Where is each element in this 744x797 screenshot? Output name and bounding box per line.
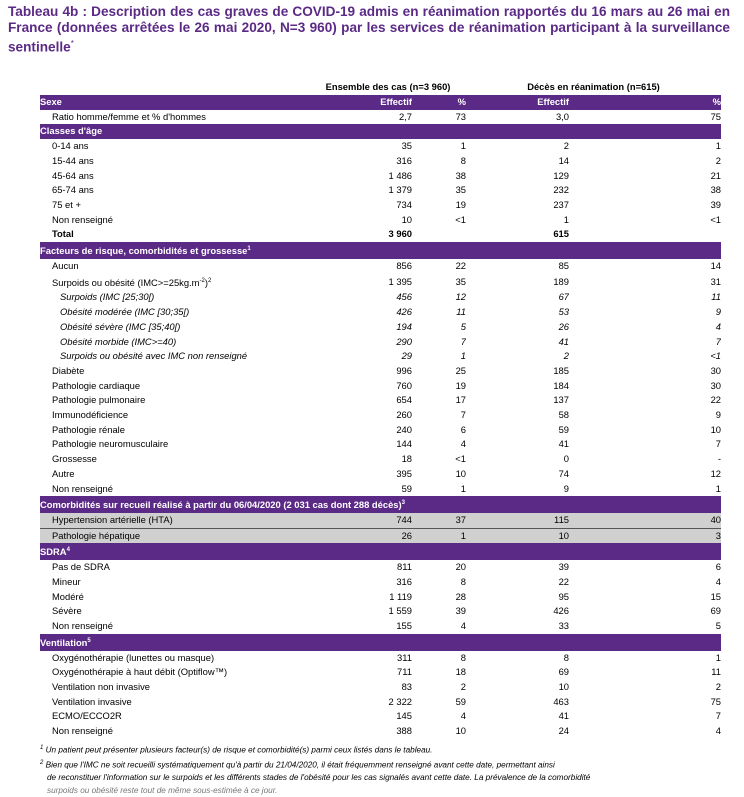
group-header-deaths: Décès en réanimation (n=615) <box>527 81 660 92</box>
cell-p1: 12 <box>455 291 466 303</box>
table-row <box>40 482 721 497</box>
cell-p2: 2 <box>715 681 722 693</box>
row-label: Hypertension artérielle (HTA) <box>40 513 310 528</box>
cell-p1: 4 <box>460 620 466 632</box>
table-row <box>40 408 721 423</box>
table-row <box>40 139 721 154</box>
cell-n2: 53 <box>558 306 569 318</box>
cell-n2: 2 <box>563 140 569 152</box>
row-label: Ventilation invasive <box>52 695 132 707</box>
cell-p1: 4 <box>460 710 466 722</box>
cell-n2: 41 <box>558 335 569 347</box>
table-row <box>40 651 721 666</box>
row-label: Surpoids ou obésité avec IMC non renseigné <box>60 350 248 362</box>
cell-n1: 35 <box>401 140 412 152</box>
cell-p2: 1 <box>715 482 722 494</box>
cell-p2: 75 <box>710 695 722 707</box>
cell-n2: 1 <box>563 213 569 225</box>
table-body <box>40 79 721 739</box>
table-row <box>40 154 721 169</box>
table-row <box>40 452 721 467</box>
table-row <box>40 709 721 724</box>
cell-n2: 24 <box>558 725 569 737</box>
table-row <box>40 259 721 274</box>
cell-p1: 4 <box>460 438 466 450</box>
row-label: Mineur <box>52 576 81 587</box>
row-label: Diabète <box>52 364 85 376</box>
table-row <box>40 183 721 198</box>
cell-n1: 1 486 <box>388 169 412 181</box>
table-row <box>40 695 721 710</box>
table-row <box>40 423 721 438</box>
cell-p2: - <box>717 453 722 465</box>
cell-n1: 18 <box>401 453 412 465</box>
row-label: Total <box>52 228 74 240</box>
cell-n1: 2 322 <box>388 695 412 707</box>
cell-n2: 2 <box>563 350 569 362</box>
table-row <box>40 619 721 634</box>
cell-p1: 8 <box>460 576 466 587</box>
cell-p2: 75 <box>710 110 722 122</box>
cell-p1: 59 <box>455 695 466 707</box>
cell-p1: 7 <box>460 335 466 347</box>
cell-p2: 5 <box>715 620 722 632</box>
cell-n1: 1 395 <box>388 275 412 287</box>
cell-n2: 69 <box>558 666 569 678</box>
row-label: Non renseigné <box>52 620 113 632</box>
cell-p1: 19 <box>455 198 466 210</box>
cell-p2: 1 <box>715 651 722 663</box>
cell-n2: 10 <box>466 528 569 543</box>
cell-n2: 41 <box>558 710 569 722</box>
row-label: Surpoids ou obésité $(IMC>=25kg.m^{-2})^2$ <box>52 276 212 288</box>
table-row <box>40 513 721 528</box>
table-row <box>40 528 721 543</box>
row-label: Grossesse <box>52 453 97 465</box>
cell-p2: 4 <box>715 725 722 737</box>
row-label: Pathologie cardiaque <box>52 379 141 391</box>
cell-n2: 129 <box>553 169 569 181</box>
cell-n1: 83 <box>401 681 412 693</box>
cell-p1: 25 <box>455 364 466 376</box>
cell-n1: 144 <box>396 438 412 450</box>
cell-n1: 145 <box>396 710 412 722</box>
row-label: Oxygénothérapie à haut débit (Optiflow™) <box>52 666 228 678</box>
footnote-1: $^1$ Un patient peut présenter plusieurs facteur(s) de risque et comorbidité(s) parmi ceux listés dans le tableau. <box>40 745 433 755</box>
cell-p1: 8 <box>460 154 466 166</box>
cell-n1: 811 <box>397 561 412 573</box>
cell-p2: 1 <box>715 140 722 152</box>
cell-p1: 39 <box>455 605 466 617</box>
cell-n1: 711 <box>397 666 412 678</box>
cell-n1: 388 <box>396 725 412 737</box>
table-row <box>40 320 721 335</box>
cell-n2: 8 <box>563 651 569 663</box>
cell-p2: 11 <box>711 291 722 303</box>
table-row <box>40 290 721 305</box>
table-row <box>40 198 721 213</box>
cell-p1: 5 <box>460 320 466 332</box>
cell-p1: <1 <box>455 213 466 225</box>
cell-p1: 11 <box>456 306 466 318</box>
group-header-all: Ensemble des cas (n=3 960) <box>325 81 451 92</box>
cell-p2: 7 <box>715 438 722 450</box>
cell-n2: 3,0 <box>555 110 569 122</box>
cell-n2: 184 <box>553 379 569 391</box>
cell-n2: 22 <box>558 576 569 587</box>
cell-p2: <1 <box>710 213 722 225</box>
cell-p1: 35 <box>455 275 466 287</box>
footnotes <box>40 742 730 797</box>
cell-p1: <1 <box>455 453 466 465</box>
cell-n2: 14 <box>558 154 569 166</box>
row-label: Pathologie pulmonaire <box>52 394 146 406</box>
cell-p1: 2 <box>460 681 466 693</box>
cell-p1: 10 <box>455 725 466 737</box>
row-label: 15-44 ans <box>52 154 94 166</box>
cell-p1: 18 <box>455 666 466 678</box>
title-marker: * <box>70 39 74 48</box>
cell-p2: 6 <box>715 561 722 573</box>
section-title: Ventilation$^5$ <box>40 634 721 651</box>
cell-p2: 7 <box>715 710 722 722</box>
cell-p1: 17 <box>455 394 466 406</box>
cell-n2: 426 <box>553 605 569 617</box>
cell-n2: 95 <box>558 590 569 602</box>
data-table <box>40 79 721 739</box>
cell-n1: 260 <box>396 409 412 421</box>
cell-p1: 1 <box>412 528 466 543</box>
cell-p2: 7 <box>715 335 722 347</box>
cell-n2: 237 <box>553 198 569 210</box>
cell-n1: 856 <box>396 259 412 271</box>
cell-n1: 29 <box>401 350 412 362</box>
cell-p2: <1 <box>710 350 722 362</box>
footnote-2: $^2$ Bien que l'IMC ne soit recueilli systématiquement qu'à partir du 21/04/2020, il était fréquemment renseigné avant cette date, permettant ainsi <box>40 760 555 770</box>
cell-n1: 456 <box>396 291 412 303</box>
cell-n2: 137 <box>553 394 569 406</box>
cell-n2: 58 <box>558 409 569 421</box>
cell-p1: 37 <box>412 513 466 528</box>
cell-n1: 316 <box>396 576 412 587</box>
table-row <box>40 575 721 590</box>
cell-p2: 9 <box>715 409 722 421</box>
cell-p2: 10 <box>710 423 722 435</box>
table-row <box>40 274 721 291</box>
cell-p1: 22 <box>455 259 466 271</box>
total-row <box>40 227 721 242</box>
row-label: Obésité sévère (IMC [35;40[) <box>60 320 181 332</box>
row-label: 75 et + <box>52 198 81 210</box>
row-label: ECMO/ECCO2R <box>52 710 122 722</box>
row-label: Oxygénothérapie (lunettes ou masque) <box>52 651 215 663</box>
cell-n2: 74 <box>558 467 569 479</box>
cell-p2: 21 <box>710 169 722 181</box>
title-text: Tableau 4b : Description des cas graves de COVID-19 admis en réanimation rapportés du 16 mars au 26 mai en France (données arrêtées le 26 mai 2020, N=3 960) par les services de réanimation participant à la surveillance sentinelle <box>8 4 730 55</box>
cell-n1: 10 <box>401 213 412 225</box>
cell-n1: 1 379 <box>388 184 412 196</box>
cell-n1: 760 <box>396 379 412 391</box>
section-comorb-header <box>40 496 721 513</box>
cell-n1: 316 <box>396 154 412 166</box>
cell-p2: 2 <box>715 154 722 166</box>
col-header-effectif: Effectif <box>466 95 569 110</box>
cell-n1: 290 <box>396 335 412 347</box>
cell-n1: 1 559 <box>388 605 412 617</box>
row-label: Pathologie rénale <box>52 423 125 435</box>
row-label: Non renseigné <box>52 482 113 494</box>
section-title: SDRA$^4$ <box>40 543 721 560</box>
cell-n1: 240 <box>396 423 412 435</box>
cell-n2: 26 <box>558 320 569 332</box>
table-row <box>40 590 721 605</box>
section-ventilation-header <box>40 634 721 651</box>
cell-p2: 4 <box>715 320 722 332</box>
table-row <box>40 213 721 228</box>
table-row <box>40 169 721 184</box>
table-row <box>40 604 721 619</box>
col-header-pct: % <box>412 95 466 110</box>
cell-n1: 996 <box>396 364 412 376</box>
row-label: Aucun <box>52 259 79 271</box>
cell-n2: 10 <box>558 681 569 693</box>
cell-p1: 73 <box>455 110 466 122</box>
row-label: Sévère <box>52 605 82 617</box>
footnote-2-end: surpoids ou obésité reste tout de même sous-estimée à ce jour. <box>47 785 278 795</box>
cell-n1: 395 <box>396 467 412 479</box>
row-label: 65-74 ans <box>52 184 94 196</box>
col-header-effectif: Effectif <box>310 95 412 110</box>
row-label: Autre <box>52 467 75 479</box>
cell-n1: 1 119 <box>389 590 412 602</box>
cell-p2: 12 <box>710 467 722 479</box>
section-sdra-header <box>40 543 721 560</box>
cell-n2: 9 <box>563 482 569 494</box>
table-row <box>40 379 721 394</box>
cell-n1: 155 <box>396 620 412 632</box>
cell-n1: 654 <box>396 394 412 406</box>
row-label: Non renseigné <box>52 213 113 225</box>
cell-p1: 1 <box>460 140 466 152</box>
cell-p1: 38 <box>455 169 466 181</box>
cell-p1: 19 <box>455 379 466 391</box>
footnote-2-cont: de reconstituer l'information sur le surpoids et les différents stades de l'obésité pour les cas signalés avant cette date. La prévalence de la comorbidité <box>47 773 591 783</box>
section-title: Sexe <box>40 95 310 110</box>
table-row <box>40 724 721 739</box>
cell-p2: 4 <box>715 576 722 587</box>
row-label: Ratio homme/femme et % d'hommes <box>52 110 206 122</box>
cell-n2: 33 <box>558 620 569 632</box>
cell-p1: 6 <box>460 423 466 435</box>
cell-p2: 14 <box>710 259 722 271</box>
row-label: Pathologie neuromusculaire <box>52 438 169 450</box>
cell-n1: 2,7 <box>398 110 412 122</box>
row-label: Non renseigné <box>52 725 113 737</box>
cell-n1: 3 960 <box>388 228 412 240</box>
cell-n1: 311 <box>397 651 412 663</box>
cell-p2: 30 <box>710 364 722 376</box>
cell-p2: 15 <box>710 590 722 602</box>
section-age-header <box>40 124 721 139</box>
cell-p1: 7 <box>460 409 466 421</box>
cell-p1: 20 <box>455 561 466 573</box>
row-label: Pas de SDRA <box>52 561 110 573</box>
section-sexe-header <box>40 95 721 110</box>
cell-n2: 67 <box>558 291 569 303</box>
cell-p1: 1 <box>460 482 466 494</box>
row-label: Pathologie hépatique <box>40 528 310 543</box>
row-label: 45-64 ans <box>52 169 94 181</box>
row-label: Immunodéficience <box>52 409 129 421</box>
cell-n1: 59 <box>401 482 412 494</box>
table-row <box>40 305 721 320</box>
cell-p2: 9 <box>715 306 722 318</box>
table-row <box>40 665 721 680</box>
table-row <box>40 560 721 575</box>
table-row <box>40 393 721 408</box>
cell-n2: 615 <box>553 228 569 240</box>
cell-p2: 3 <box>569 528 721 543</box>
table-title <box>8 4 730 56</box>
cell-p2: 11 <box>711 666 722 678</box>
section-risk-header <box>40 242 721 259</box>
row-label: Ventilation non invasive <box>52 681 150 693</box>
cell-n1: 26 <box>310 528 412 543</box>
cell-n2: 59 <box>558 423 569 435</box>
cell-p1: 10 <box>455 467 466 479</box>
row-label: Obésité morbide (IMC>=40) <box>60 335 177 347</box>
section-title: Facteurs de risque, comorbidités et grossesse$^1$ <box>40 242 721 259</box>
cell-n2: 232 <box>553 184 569 196</box>
table-row <box>40 335 721 350</box>
table-row <box>40 364 721 379</box>
table-row <box>40 349 721 364</box>
group-header-row <box>40 79 721 95</box>
section-title: Classes d'âge <box>40 124 721 139</box>
cell-p2: 31 <box>710 275 722 287</box>
col-header-pct: % <box>569 95 721 110</box>
table-row <box>40 110 721 125</box>
cell-n1: 734 <box>396 198 412 210</box>
cell-p1: 28 <box>455 590 466 602</box>
cell-p1: 35 <box>455 184 466 196</box>
table-row <box>40 680 721 695</box>
row-label: Obésité modérée (IMC [30;35[) <box>60 306 190 318</box>
cell-n2: 85 <box>558 259 569 271</box>
cell-p2: 30 <box>710 379 722 391</box>
cell-p2: 38 <box>710 184 722 196</box>
cell-n2: 115 <box>466 513 569 528</box>
cell-n2: 185 <box>553 364 569 376</box>
cell-n2: 463 <box>553 695 569 707</box>
table-row <box>40 467 721 482</box>
cell-n1: 194 <box>396 320 412 332</box>
section-title: Comorbidités sur recueil réalisé à partir du 06/04/2020 (2 031 cas dont 288 décès)$^3$ <box>40 496 721 513</box>
cell-p1: 1 <box>460 350 466 362</box>
cell-n1: 744 <box>310 513 412 528</box>
cell-n2: 189 <box>553 275 569 287</box>
cell-p2: 40 <box>569 513 721 528</box>
row-label: Modéré <box>52 590 84 602</box>
cell-p2: 39 <box>710 198 722 210</box>
cell-n2: 39 <box>558 561 569 573</box>
cell-n2: 0 <box>563 453 569 465</box>
row-label: 0-14 ans <box>52 140 89 152</box>
cell-n1: 426 <box>396 306 412 318</box>
cell-p2: 22 <box>710 394 722 406</box>
row-label: Surpoids (IMC [25;30[) <box>60 291 155 303</box>
cell-n2: 41 <box>558 438 569 450</box>
cell-p2: 69 <box>710 605 722 617</box>
cell-p1: 8 <box>460 651 466 663</box>
table-row <box>40 437 721 452</box>
